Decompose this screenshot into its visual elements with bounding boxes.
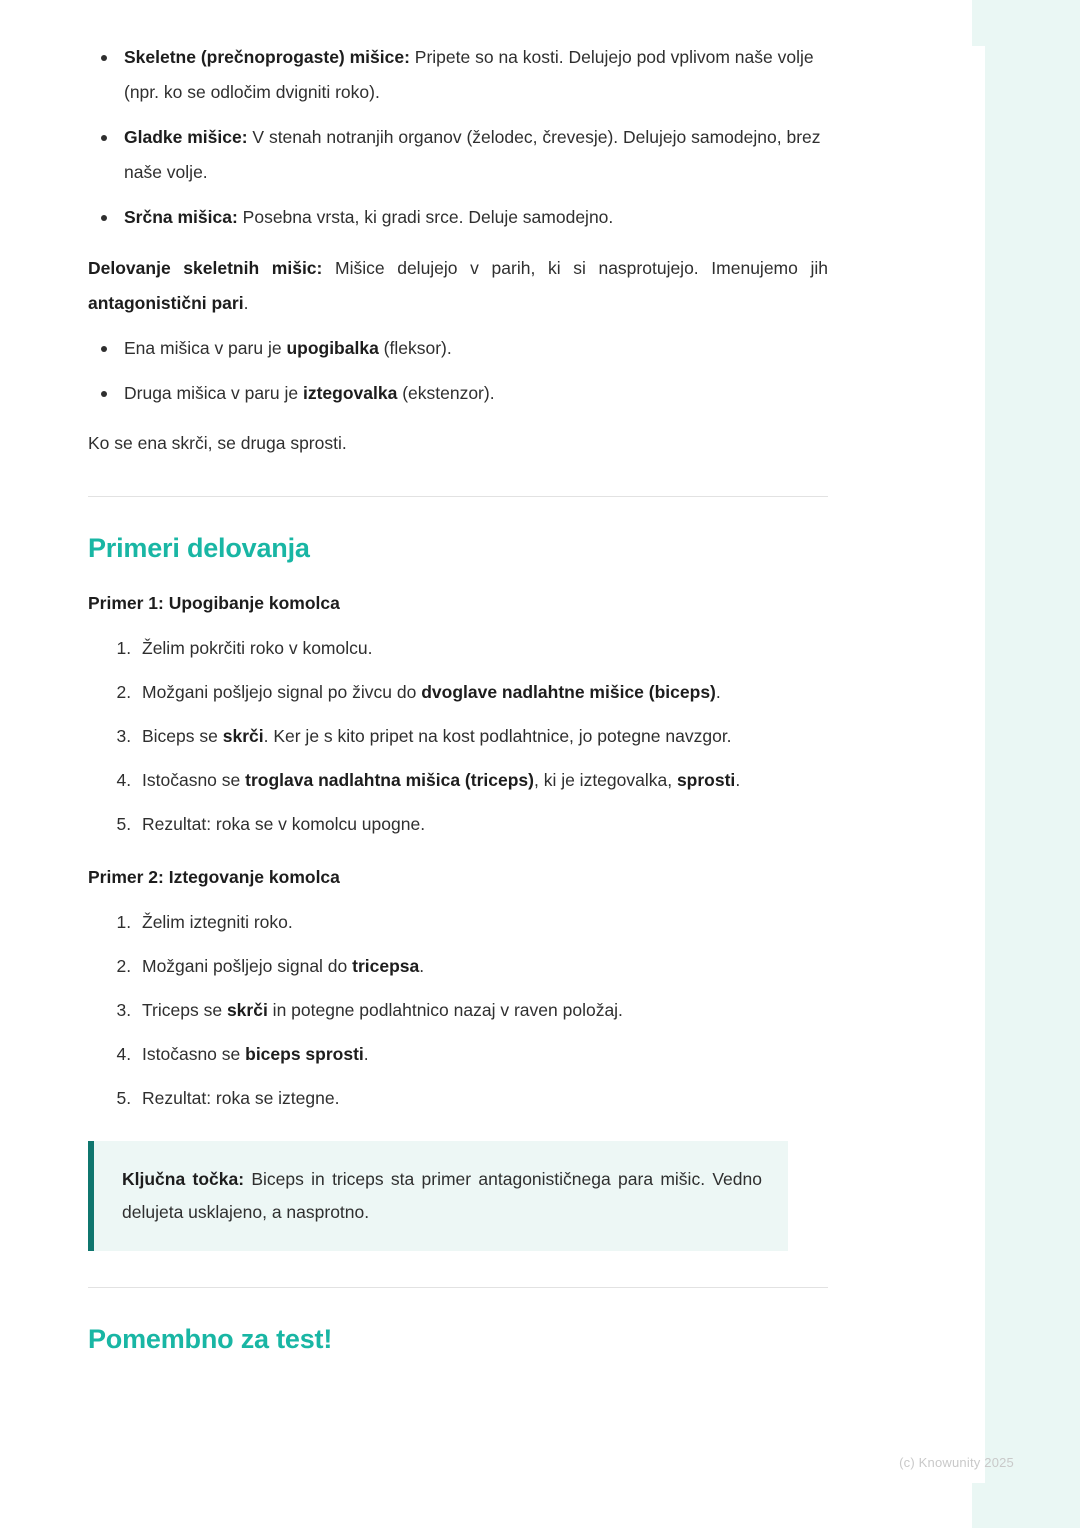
- paragraph-lead: Delovanje skeletnih mišic:: [88, 258, 323, 278]
- step-post: , ki je iztegovalka,: [533, 770, 677, 790]
- document-content: [88, 40, 828, 1384]
- section-divider: [88, 1287, 828, 1288]
- muscle-types-list: [88, 40, 828, 235]
- list-item: [136, 1082, 828, 1115]
- skeletal-muscle-paragraph: [88, 251, 828, 321]
- paragraph-end: .: [243, 293, 249, 313]
- step-pre: Rezultat: roka se v komolcu upogne.: [142, 814, 426, 834]
- muscle-type-term: Gladke mišice:: [124, 127, 248, 147]
- muscle-type-text: V stenah notranjih organov (želodec, črevesje). Delujejo samodejno, brez naše volje.: [124, 127, 821, 182]
- step-bold: tricepsa: [352, 956, 420, 976]
- list-item: [136, 1038, 828, 1071]
- step-post: . Ker je s kito pripet na kost podlahtnice, jo potegne navzgor.: [263, 726, 732, 746]
- pair-bold: upogibalka: [286, 338, 379, 358]
- pair-post: (fleksor).: [378, 338, 452, 358]
- step-pre: Rezultat: roka se iztegne.: [142, 1088, 340, 1108]
- list-item: [88, 200, 828, 235]
- page-side-strip-gap: [972, 46, 985, 1483]
- section-title-test: Pomembno za test!: [88, 1324, 333, 1354]
- step-bold: troglava nadlahtna mišica (triceps): [245, 770, 534, 790]
- pair-post: (ekstenzor).: [397, 383, 495, 403]
- step-pre: Triceps se: [142, 1000, 227, 1020]
- list-item: [136, 950, 828, 983]
- step-bold: dvoglave nadlahtne mišice (biceps): [421, 682, 716, 702]
- list-item: [136, 676, 828, 709]
- step-post: in potegne podlahtnico nazaj v raven položaj.: [267, 1000, 623, 1020]
- list-item: [88, 331, 828, 366]
- step-post: .: [363, 1044, 369, 1064]
- step-pre: Istočasno se: [142, 770, 246, 790]
- list-item: [136, 808, 828, 841]
- list-item: [136, 632, 828, 665]
- callout-lead: Ključna točka:: [122, 1169, 245, 1189]
- callout-body: Biceps in triceps sta primer antagonističnega para mišic. Vedno delujeta usklajeno, a nasprotno.: [122, 1169, 762, 1222]
- example1-steps: [88, 632, 828, 841]
- list-item: [136, 994, 828, 1027]
- example1-title: Primer 1: Upogibanje komolca: [88, 593, 340, 613]
- contraction-note: Ko se ena skrči, se druga sprosti.: [88, 433, 347, 453]
- list-item: [136, 764, 828, 797]
- step-pre: Biceps se: [142, 726, 223, 746]
- list-item: [88, 376, 828, 411]
- muscle-type-term: Skeletne (prečnoprogaste) mišice:: [124, 47, 410, 67]
- key-point-callout: [88, 1141, 788, 1251]
- step-pre: Želim iztegniti roko.: [142, 912, 293, 932]
- step-post: .: [419, 956, 425, 976]
- paragraph-bold-term: antagonistični pari: [88, 293, 244, 313]
- example2-steps: [88, 906, 828, 1115]
- list-item: [88, 120, 828, 190]
- step-pre: Možgani pošljejo signal po živcu do: [142, 682, 422, 702]
- muscle-type-text: Posebna vrsta, ki gradi srce. Deluje samodejno.: [237, 207, 614, 227]
- step-bold: skrči: [226, 1000, 268, 1020]
- pair-pre: Ena mišica v paru je: [124, 338, 287, 358]
- list-item: [136, 906, 828, 939]
- step-bold: biceps sprosti: [245, 1044, 364, 1064]
- section-divider: [88, 496, 828, 497]
- step-pre: Istočasno se: [142, 1044, 246, 1064]
- example2-title: Primer 2: Iztegovanje komolca: [88, 867, 340, 887]
- step-pre: Možgani pošljejo signal do: [142, 956, 353, 976]
- paragraph-mid: Mišice delujejo v parih, ki si nasprotujejo. Imenujemo jih: [322, 258, 828, 278]
- step-bold2: sprosti: [676, 770, 736, 790]
- pair-pre: Druga mišica v paru je: [124, 383, 303, 403]
- list-item: [136, 720, 828, 753]
- step-pre: Želim pokrčiti roko v komolcu.: [142, 638, 373, 658]
- step-bold: skrči: [222, 726, 264, 746]
- muscle-type-text: Pripete so na kosti. Delujejo pod vplivom naše volje (npr. ko se odločim dvigniti roko).: [124, 47, 814, 102]
- muscle-type-term: Srčna mišica:: [124, 207, 238, 227]
- antagonist-pair-list: [88, 331, 828, 411]
- step-post: .: [715, 682, 721, 702]
- pair-bold: iztegovalka: [302, 383, 398, 403]
- list-item: [88, 40, 828, 110]
- watermark: (c) Knowunity 2025: [899, 1455, 1014, 1470]
- callout-text: [122, 1163, 762, 1229]
- section-title-examples: Primeri delovanja: [88, 533, 310, 563]
- step-post2: .: [735, 770, 741, 790]
- page-side-strip: [972, 0, 1080, 1528]
